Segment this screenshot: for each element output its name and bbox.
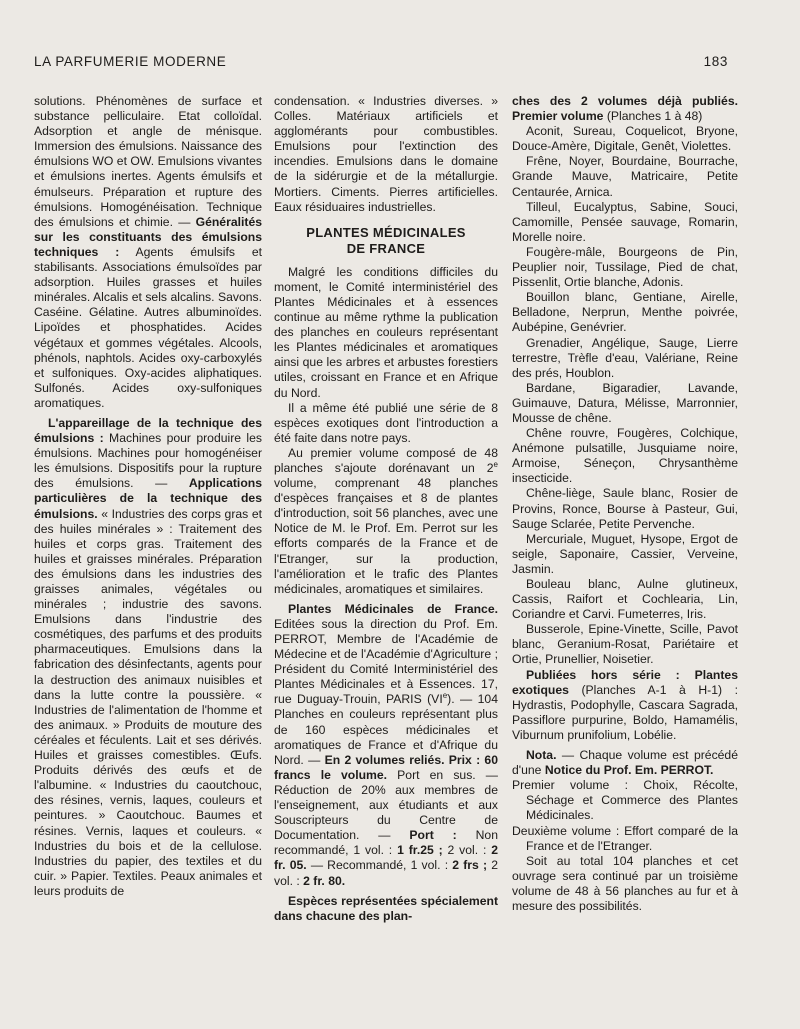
col2-paragraph-4	[274, 446, 498, 597]
col1-p2-heading-2: Applications particulières de la technique des émulsions.	[34, 476, 262, 521]
col2-p4-sup: e	[493, 459, 498, 469]
col2-p5-c: Port en sus. — Réduction de 20% aux membres de l'enseignement, aux étudiants et aux Souscripteurs du Centre de Documentation. —	[274, 767, 498, 843]
col2-p5-price: En 2 volumes reliés. Prix : 60 francs le volume.	[274, 752, 498, 782]
col3-paragraph-6: Soit au total 104 planches et cet ouvrage sera continué par un troisième volume de 48 à 56 planches au fur et à mesure des possibilités.	[512, 853, 738, 913]
plant-list-item: Chêne-liège, Saule blanc, Rosier de Provins, Ronce, Bourse à Pasteur, Gui, Sauge Sclarée, Petite Pervenche.	[512, 486, 738, 531]
col1-p2-heading: L'appareillage de la technique des émulsions :	[34, 415, 262, 446]
plant-list	[512, 124, 738, 667]
plant-list-item: Bouleau blanc, Aulne glutineux, Cassis, Raifort et Cochlearia, Lin, Coriandre et Carvi. Fumeterres, Iris.	[512, 577, 738, 622]
col2-p5-a: Editées sous la direction du Prof. Em. PERROT, Membre de l'Académie de Médecine et de l'Académie d'Agriculture ; Président du Comité Interministériel des Plantes Médicinales et à Essences. 17, rue Duguay-Trouin, PARIS (VI	[274, 616, 498, 707]
col3-p3-heading-2: Notice du Prof. Em. PERROT.	[544, 763, 714, 778]
col3-p1-heading: ches des 2 volumes déjà publiés. Premier volume	[512, 94, 738, 124]
col2-p4-b: volume, comprenant 48 planches d'espèces françaises et 8 de plantes d'introduction, soit 56 planches, avec une Notice de M. le Prof. Em. Perrot sur les efforts comparés de la France et de l'Etranger, sur la production, l'amélioration et le trafic des Plantes médicinales, aromatiques et similaires.	[274, 476, 498, 596]
plant-list-item: Mercuriale, Muguet, Hysope, Ergot de seigle, Saponaire, Cassier, Verveine, Jasmin.	[512, 531, 738, 576]
col2-p5-price-4: 2 fr. 80.	[303, 873, 346, 888]
col2-p5-price-3: 2 frs ;	[452, 858, 488, 873]
col1-p2-tail: « Industries des corps gras et des huiles minérales » : Traitement des huiles et corps gras. Traitement des huiles et graisses minérales. Préparation des émulsions dans les industries des graisses animales, végétales ou minérales ; industrie des savons. Emulsions dans l'industrie des cosmétiques, des parfums et des produits pharmaceutiques. Emulsions dans la fabrication des désinfectants, agents pour la destruction des animaux nuisibles et dans la lutte contre la poussière. « Industries de l'alimentation de l'homme et des animaux. » Produits de mouture des céréales et féculents. Lait et ses dérivés. Huiles et graisses comestibles. Œufs. Produits dérivés des œufs et de l'albumine. « Industries du caoutchouc, des résines, vernis, laques, couleurs et peintures. » Caoutchouc. Baumes et résines. Vernis, laques et couleurs. « Industries du bois et de la cellulose. Industries du papier, des textiles et du cuir. » Papier. Textiles. Peaux animales et leurs produits de	[34, 506, 262, 898]
col1-p1-tail: Agents émulsifs et stabilisants. Associations émulsoïdes par adsorption. Huiles grasses et huiles minérales. Alcalis et sels alcalins. Savons. Caséine. Gélatine. Autres albuminoïdes. Lipoïdes et phosphatides. Acides végétaux et gommes végétales. Alcools, phénols, naphtols. Acides oxy-carboxylés et sulfoniques. Oxy-acides aliphatiques. Sulfonés. Acides oxy-sulfoniques aromatiques.	[34, 244, 262, 410]
column-2	[274, 94, 498, 924]
col3-paragraph-3	[512, 748, 738, 778]
col3-paragraph-4: Premier volume : Choix, Récolte, Séchage et Commerce des Plantes Médicinales.	[512, 778, 738, 823]
col3-p2-heading: Publiées hors série : Plantes exotiques	[512, 667, 738, 697]
col2-paragraph-6	[274, 894, 498, 924]
col3-p3-text: — Chaque volume est précédé d'une	[512, 748, 738, 778]
col2-p4-a: Au premier volume composé de 48 planches s'ajoute dorénavant un 2	[274, 445, 498, 475]
col2-p5-d: Non recommandé, 1 vol. :	[274, 828, 498, 858]
column-3	[512, 94, 738, 914]
col3-paragraph-2	[512, 668, 738, 743]
plant-list-item: Aconit, Sureau, Coquelicot, Bryone, Douce-Amère, Digitale, Genêt, Violettes.	[512, 124, 738, 154]
plant-list-item: Fougère-mâle, Bourgeons de Pin, Peuplier noir, Tussilage, Pied de chat, Pissenlit, Ortie blanche, Adonis.	[512, 244, 738, 290]
col3-p3-heading: Nota.	[526, 748, 557, 763]
col1-p1-text: solutions. Phénomènes de surface et substance pelliculaire. Etat colloïdal. Adsorption et angle de ménisque. Immersion des émulsions. Naissance des émulsions WO et OW. Emulsions vivantes et émulsions inertes. Agents émulsifs et émulseurs. Préparation et rupture des émulsions. Homogénéisation. Technique des émulsions et chimie. —	[34, 94, 262, 229]
col2-p6-heading: Espèces représentées spécialement dans chacune des plan-	[274, 893, 498, 923]
plant-list-item: Busserole, Epine-Vinette, Scille, Pavot blanc, Geranium-Rosat, Pariétaire et Ortie, Prunellier, Noisetier.	[512, 622, 738, 667]
col2-p5-port: Port :	[409, 828, 457, 843]
col2-paragraph-1: condensation. « Industries diverses. » Colles. Matériaux artificiels et agglomérants pour combustibles. Emulsions pour l'extinction des incendies. Emulsions dans le domaine de la sidérurgie et de la métallurgie. Mortiers. Ciments. Pierres artificielles. Eaux résiduaires industrielles.	[274, 94, 498, 214]
section-title-line-2: DE FRANCE	[346, 240, 426, 256]
plant-list-item: Bardane, Bigaradier, Lavande, Guimauve, Datura, Mélisse, Marronnier, Mousse de chêne.	[512, 380, 738, 425]
col1-paragraph-2	[34, 416, 262, 899]
col2-paragraph-2: Malgré les conditions difficiles du moment, le Comité interministériel des Plantes Médicinales et à essences continue au même rythme la publication des planches en couleurs représentant les Plantes médicinales et aromatiques ainsi que les arbres et arbustes forestiers utiles, croissant en France et en Afrique du Nord.	[274, 264, 498, 400]
plant-list-item: Grenadier, Angélique, Sauge, Lierre terrestre, Trèfle d'eau, Valériane, Reine des prés, Houblon.	[512, 335, 738, 380]
col2-p5-e: 2 vol. :	[442, 843, 492, 858]
col2-p5-price-2: 2 fr. 05.	[274, 843, 499, 873]
col2-p5-f: — Recommandé, 1 vol. :	[306, 858, 453, 873]
col3-paragraph-1	[512, 94, 738, 124]
col2-p5-heading: Plantes Médicinales de France.	[288, 601, 498, 616]
plant-list-item: Bouillon blanc, Gentiane, Airelle, Belladone, Nerprun, Menthe poivrée, Aubépine, Genévrier.	[512, 290, 738, 335]
section-title-line-1: PLANTES MÉDICINALES	[306, 224, 466, 240]
page-number: 183	[703, 54, 728, 69]
col3-p2-text: (Planches A-1 à H-1) : Hydrastis, Podophylle, Cascara Sagrada, Passiflore purpurine, Boldo, Hamamélis, Viburnum prunifolium, Lobélie.	[512, 682, 738, 742]
col2-paragraph-3: Il a même été publié une série de 8 espèces exotiques dont l'introduction a été faite dans notre pays.	[274, 400, 498, 445]
plant-list-item: Frêne, Noyer, Bourdaine, Bourrache, Grande Mauve, Matricaire, Petite Centaurée, Arnica.	[512, 154, 738, 199]
running-title: LA PARFUMERIE MODERNE	[34, 54, 227, 69]
section-title	[274, 225, 498, 257]
col3-paragraph-5: Deuxième volume : Effort comparé de la France et de l'Etranger.	[512, 823, 738, 853]
col1-p1-heading: Généralités sur les constituants des émulsions techniques :	[34, 214, 262, 259]
running-header	[34, 54, 728, 69]
col2-p5-g: 2 vol. :	[274, 858, 499, 888]
col2-p5-sup: e	[442, 691, 448, 701]
plant-list-item: Chêne rouvre, Fougères, Colchique, Anémone pulsatille, Jusquiame noire, Armoise, Séneçon, Chrysanthème insecticide.	[512, 426, 738, 486]
col2-p5-price-1: 1 fr.25 ;	[397, 843, 443, 858]
col1-paragraph-1	[34, 94, 262, 411]
col1-p2-text: Machines pour produire les émulsions. Machines pour homogénéiser les émulsions. Dispositifs pour la rupture des émulsions. —	[34, 431, 262, 491]
plant-list-item: Tilleul, Eucalyptus, Sabine, Souci, Camomille, Pensée sauvage, Romarin, Morelle noire.	[512, 199, 738, 244]
column-1	[34, 94, 262, 899]
col3-p1-text: (Planches 1 à 48)	[603, 109, 703, 124]
col2-paragraph-5	[274, 602, 498, 889]
col2-p5-b: ). — 104 Planches en couleurs représentant plus de 160 espèces médicinales et aromatiques de France et d'Afrique du Nord. —	[274, 692, 498, 767]
